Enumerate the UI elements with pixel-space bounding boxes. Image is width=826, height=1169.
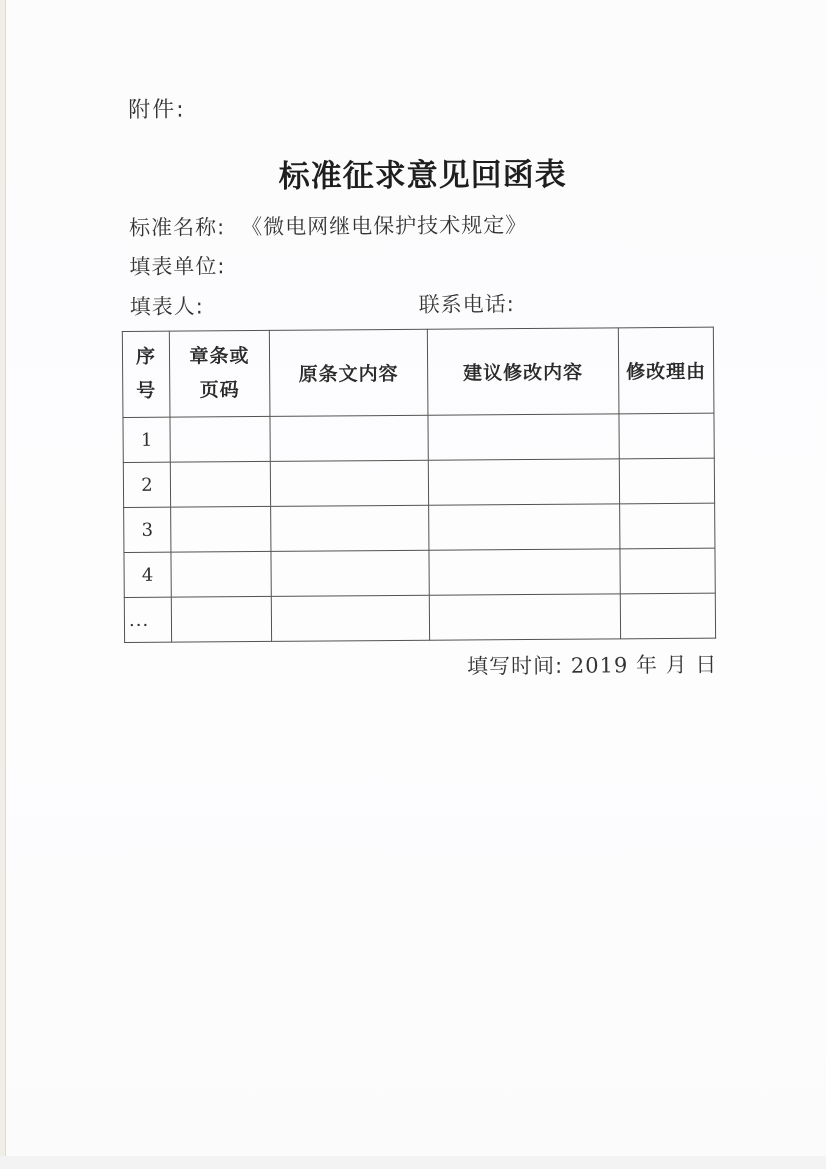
header-seq-line1: 序: [135, 345, 157, 368]
fill-time-value: 2019 年 月 日: [570, 652, 718, 678]
row-number-cell: ...: [124, 597, 171, 642]
empty-cell: [619, 413, 714, 459]
fill-unit-label: 填表单位:: [129, 254, 226, 279]
contact-phone-label: 联系电话:: [418, 292, 515, 317]
empty-cell: [429, 504, 620, 550]
empty-cell: [270, 415, 428, 461]
header-chapter-line2: 页码: [199, 379, 240, 402]
empty-cell: [171, 506, 271, 552]
header-cell-seq-no: [122, 331, 170, 417]
empty-cell: [271, 505, 429, 551]
row-number-cell: 3: [124, 507, 171, 552]
table-row: [124, 548, 715, 597]
header-seq-line2: 号: [136, 379, 157, 402]
empty-cell: [270, 460, 428, 506]
field-fill-unit: [129, 250, 225, 281]
table-row: [123, 413, 714, 462]
header-cell-original-text: 原条文内容: [269, 329, 428, 416]
empty-cell: [620, 593, 715, 639]
field-standard-name: [129, 209, 527, 242]
empty-cell: [271, 595, 429, 641]
row-number-cell: 2: [123, 462, 170, 507]
field-fill-person: [130, 290, 204, 321]
attachment-label: 附件:: [128, 97, 186, 123]
table-row: [124, 593, 715, 642]
row-number-cell: 4: [124, 552, 171, 597]
fill-time-line: [467, 649, 717, 681]
empty-cell: [429, 594, 620, 640]
empty-cell: [428, 414, 619, 460]
header-cell-chapter-or-page: [169, 330, 270, 417]
standard-name-label: 标准名称:: [128, 215, 226, 240]
fill-time-label: 填写时间:: [466, 653, 564, 679]
header-cell-suggested-change: 建议修改内容: [427, 328, 619, 415]
empty-cell: [429, 549, 620, 595]
empty-cell: [170, 461, 270, 507]
header-cell-reason: 修改理由: [618, 327, 714, 414]
empty-cell: [171, 596, 271, 642]
page-title: 标准征求意见回函表: [278, 156, 567, 195]
row-number-cell: 1: [123, 417, 170, 462]
empty-cell: [620, 503, 715, 549]
table-header-row: [122, 327, 714, 417]
empty-cell: [271, 550, 429, 596]
header-chapter-line1: 章条或: [189, 345, 250, 368]
table-row: [123, 458, 714, 507]
table-row: [124, 503, 715, 552]
comments-table: [122, 327, 716, 643]
empty-cell: [619, 458, 714, 504]
fill-person-label: 填表人:: [129, 294, 204, 319]
empty-cell: [620, 548, 715, 594]
standard-name-value: 《微电网继电保护技术规定》: [241, 213, 528, 240]
field-contact-phone: [419, 288, 515, 319]
empty-cell: [171, 551, 271, 597]
empty-cell: [428, 459, 619, 505]
empty-cell: [170, 416, 270, 462]
